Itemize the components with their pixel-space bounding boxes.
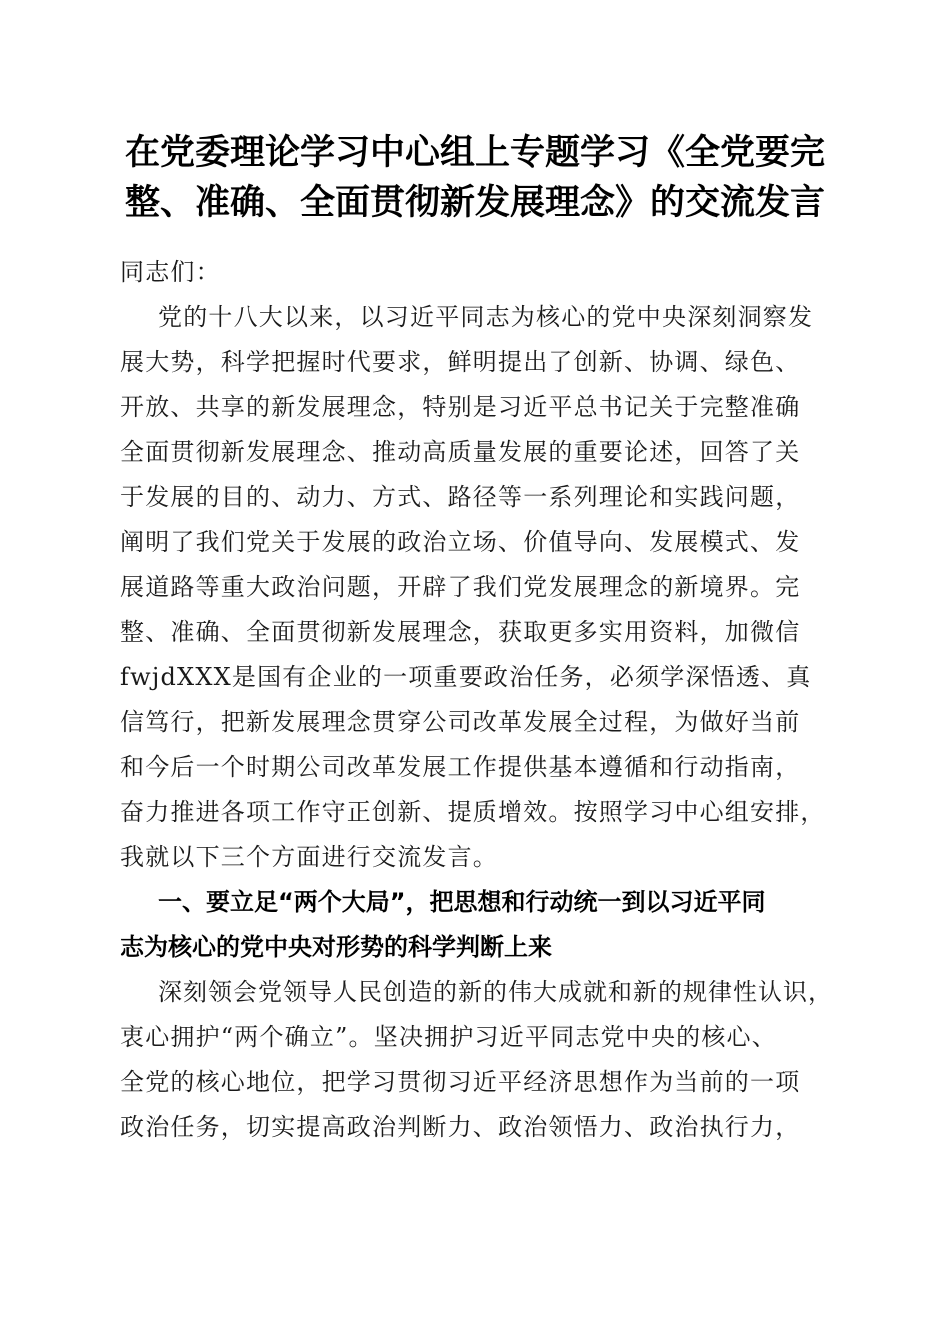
paragraph-line: 展道路等重大政治问题，开辟了我们党发展理念的新境界。完	[120, 573, 801, 601]
paragraph-line: 整、准确、全面贯彻新发展理念，获取更多实用资料，加微信	[120, 618, 801, 646]
paragraph-line: 和今后一个时期公司改革发展工作提供基本遵循和行动指南，	[120, 753, 801, 781]
paragraph-line: 衷心拥护“两个确立”。坚决拥护习近平同志党中央的核心、	[120, 1023, 777, 1051]
paragraph-line: 我就以下三个方面进行交流发言。	[120, 843, 498, 871]
document-body	[120, 250, 835, 1150]
paragraph-line: 全面贯彻新发展理念、推动高质量发展的重要论述，回答了关	[120, 438, 801, 466]
salutation: 同志们：	[120, 258, 221, 286]
paragraph-line: 奋力推进各项工作守正创新、提质增效。按照学习中心组安排，	[120, 798, 826, 826]
paragraph-line: 于发展的目的、动力、方式、路径等一系列理论和实践问题，	[120, 483, 801, 511]
paragraph-line: 政治任务，切实提高政治判断力、政治领悟力、政治执行力，	[120, 1113, 801, 1141]
paragraph-line: 展大势，科学把握时代要求，鲜明提出了创新、协调、绿色、	[120, 348, 801, 376]
section-heading-line: 志为核心的党中央对形势的科学判断上来	[120, 933, 552, 961]
document-title	[100, 128, 850, 228]
section-heading-line: 一、要立足“两个大局”，把思想和行动统一到以习近平同	[158, 888, 766, 916]
title-line: 整、准确、全面贯彻新发展理念》的交流发言	[124, 182, 825, 223]
paragraph-line: 信笃行，把新发展理念贯穿公司改革发展全过程，为做好当前	[120, 708, 801, 736]
paragraph-line: 阐明了我们党关于发展的政治立场、价值导向、发展模式、发	[120, 528, 801, 556]
paragraph-line: fwjdXXX是国有企业的一项重要政治任务，必须学深悟透、真	[120, 663, 812, 691]
paragraph-line: 开放、共享的新发展理念，特别是习近平总书记关于完整准确	[120, 393, 801, 421]
paragraph-line: 深刻领会党领导人民创造的新的伟大成就和新的规律性认识，	[158, 978, 833, 1006]
title-line: 在党委理论学习中心组上专题学习《全党要完	[124, 132, 825, 173]
paragraph-line: 全党的核心地位，把学习贯彻习近平经济思想作为当前的一项	[120, 1068, 801, 1096]
paragraph-line: 党的十八大以来，以习近平同志为核心的党中央深刻洞察发	[158, 303, 814, 331]
